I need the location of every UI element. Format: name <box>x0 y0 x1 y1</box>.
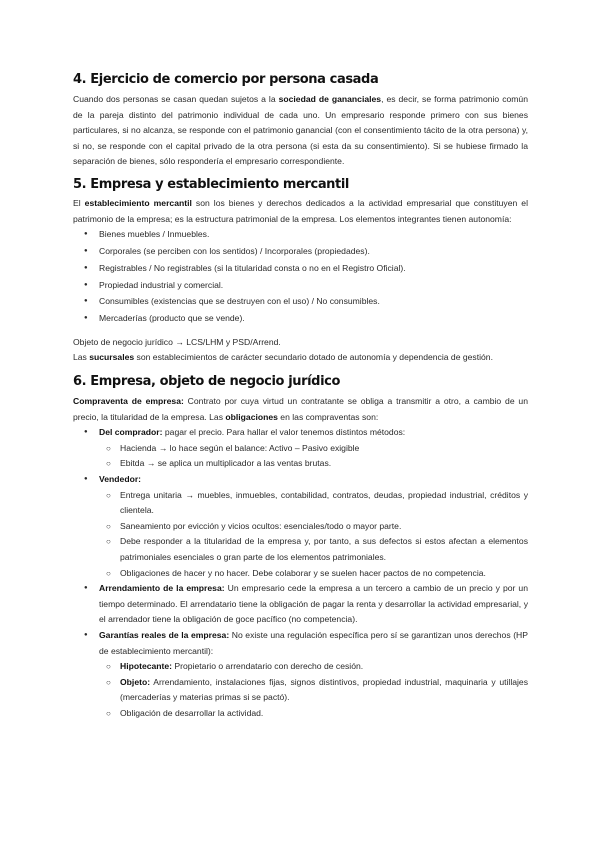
sucursales-line <box>73 350 528 366</box>
text: Las <box>73 352 90 363</box>
objeto-line: Objeto de negocio jurídico → LCS/LHM y PSD/Arrend. <box>73 336 281 347</box>
text: El <box>73 197 85 208</box>
text: Cuando dos personas se casan quedan sujetos a la <box>73 94 279 104</box>
bold-term: Vendedor: <box>99 474 142 484</box>
text: en las compraventas son: <box>277 411 379 422</box>
sub-list <box>73 659 528 721</box>
text: , es decir, se forma patrimonio común de la pareja distinto del patrimonio individual de cada uno. Un empresario responde primero con sus bienes particulares, si no alcanza, se responde con el patrimonio ganancial (con el consentimiento tácito de la otra persona) y, si no, se responde con el capital privado de la otra persona (si esta da su consentimiento). Si se hubiese firmado la separación de bienes, sólo respondería el empresario correspondiente. <box>73 94 528 167</box>
bold-term: Arrendamiento de la empresa: <box>99 583 225 594</box>
text: Arrendamiento, instalaciones fijas, signos distintivos, propiedad industrial, maquinaria y utillajes (mercaderías y materias primas si se pactó). <box>120 676 528 703</box>
list-item: ● Consumibles (existencias que se destruyen con el uso) / No consumibles. <box>73 294 528 310</box>
text: Contrato por cuya virtud un contratante se obliga a transmitir a otro, a cambio de un precio, la titularidad de la empresa. Las <box>73 396 528 422</box>
bold-term: sociedad de gananciales <box>278 94 382 104</box>
text: Un empresario cede la empresa a un tercero a cambio de un precio y por un tiempo determinado. El arrendatario tiene la obligación de pagar la renta y desarrollar la actividad empresarial, y el arrendador tiene la obligación de goce pacífico (no competencia). <box>99 583 528 625</box>
obligations-list <box>73 425 528 721</box>
text: No existe una regulación específica pero sí se garantizan unos derechos (HP de establecimiento mercantil): <box>99 629 528 656</box>
section-6-intro <box>73 394 528 425</box>
sub-list-item: ○ Obligaciones de hacer y no hacer. Debe colaborar y se suelen hacer pactos de no competencia. <box>73 566 528 582</box>
sub-list-item: ○ Saneamiento por evicción y vicios ocultos: esenciales/todo o mayor parte. <box>73 519 528 535</box>
sub-list <box>73 441 528 472</box>
section-6-heading: 6. Empresa, objeto de negocio jurídico <box>73 374 340 390</box>
list-item-vendedor <box>73 472 528 581</box>
bold-term: sucursales <box>89 352 135 363</box>
sub-list-item: ○ Ebitda → se aplica un multiplicador a las ventas brutas. <box>73 456 528 472</box>
sub-list-item-hipotecante <box>73 659 528 675</box>
bold-term: Compraventa de empresa: <box>73 396 184 407</box>
text: son los bienes y derechos dedicados a la actividad empresarial que constituyen el patrimonio de la empresa; es la estructura patrimonial de la empresa. Los elementos integrantes tienen autonomía: <box>73 197 528 224</box>
text: Propietario o arrendatario con derecho de cesión. <box>172 661 364 672</box>
list-item: ● Registrables / No registrables (si la titularidad consta o no en el Registro Oficial). <box>73 261 528 277</box>
document-page <box>73 70 528 722</box>
bold-term: Objeto: <box>120 676 151 687</box>
bold-term: Del comprador: <box>99 427 163 438</box>
sub-list-item: ○ Obligación de desarrollar la actividad. <box>73 706 528 722</box>
text: pagar el precio. Para hallar el valor tenemos distintos métodos: <box>162 427 406 438</box>
bold-term: Hipotecante: <box>120 661 173 672</box>
sub-list <box>73 488 528 582</box>
bold-term: establecimiento mercantil <box>84 197 192 208</box>
list-item-garantias <box>73 628 528 722</box>
list-item: ● Mercaderías (producto que se vende). <box>73 311 528 327</box>
list-item: ● Propiedad industrial y comercial. <box>73 278 528 294</box>
list-item: ● Bienes muebles / Inmuebles. <box>73 227 528 243</box>
sub-list-item: ○ Entrega unitaria → muebles, inmuebles, contabilidad, contratos, deudas, propiedad industrial, créditos y clientela. <box>73 488 528 519</box>
list-item-comprador <box>73 425 528 472</box>
sub-list-item: ○ Debe responder a la titularidad de la empresa y, por tanto, a sus defectos si estos afectan a elementos patrimoniales esenciales o gran parte de los elementos patrimoniales. <box>73 534 528 565</box>
section-5-paragraph <box>73 196 528 227</box>
bold-term: Garantías reales de la empresa: <box>99 629 230 640</box>
sub-list-item: ○ Hacienda → lo hace según el balance: Activo – Pasivo exigible <box>73 441 528 457</box>
sub-list-item-objeto <box>73 675 528 706</box>
list-item-arrendamiento <box>73 581 528 628</box>
section-4-paragraph <box>73 92 528 170</box>
section-5-heading: 5. Empresa y establecimiento mercantil <box>73 176 349 192</box>
elements-list <box>73 227 528 327</box>
list-item: ● Corporales (se perciben con los sentidos) / Incorporales (propiedades). <box>73 244 528 260</box>
section-4-heading: 4. Ejercicio de comercio por persona casada <box>73 72 379 87</box>
text: son establecimientos de carácter secundario dotado de autonomía y dependencia de gestión. <box>134 352 493 363</box>
bold-term: obligaciones <box>225 411 278 422</box>
